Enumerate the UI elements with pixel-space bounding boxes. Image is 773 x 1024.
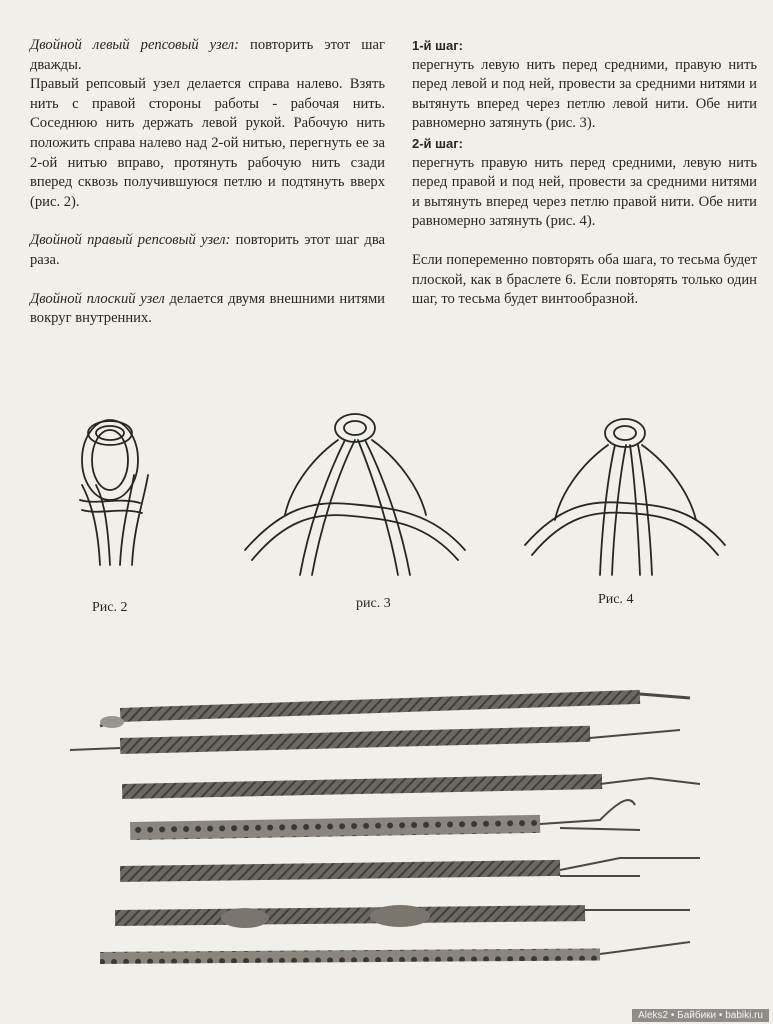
- bracelet-3: [122, 774, 700, 799]
- right-column: [412, 36, 757, 310]
- figure-4-caption: Рис. 4: [598, 592, 634, 607]
- step2-title: 2-й шаг:: [412, 135, 463, 151]
- double-left-knot-label: Двойной левый репсовый узел:: [30, 37, 239, 53]
- bracelet-4: [130, 800, 640, 840]
- bracelet-7: [100, 942, 690, 964]
- step1-title: 1-й шаг:: [412, 38, 463, 53]
- figure-2-caption: Рис. 2: [92, 600, 128, 615]
- figure-2-knot-illustration: [60, 405, 170, 575]
- double-right-knot-label: Двойной правый репсовый узел:: [30, 232, 231, 249]
- figure-3-caption: рис. 3: [356, 596, 391, 611]
- figure-4-knot-illustration: [520, 405, 730, 580]
- bracelet-6: [115, 905, 690, 928]
- step1-text: перегнуть левую нить перед средними, правую нить перед левой и под ней, провести за средними нитями и вытянуть вперед через петлю левой нити. Обе нити равномерно затянуть (рис. 3).: [412, 56, 757, 132]
- paragraph-double-right-knot: [30, 231, 385, 270]
- bracelet-1: [100, 690, 690, 728]
- bracelet-5: [120, 858, 700, 882]
- flat-knot-label: Двойной плоский узел: [30, 290, 165, 307]
- double-left-knot-text: повторить этот шаг дважды.: [30, 37, 385, 73]
- watermark: Aleks2 • Байбики • babiki.ru: [632, 1009, 769, 1022]
- paragraph-right-knot: Правый репсовый узел делается справа налево. Взять нить с правой стороны работы - рабочая нить. Соседнюю нить держать левой рукой. Рабочую нить положить справа налево над 2-ой нитью, перегнуть ее за 2-ой нитью вправо, протянуть рабочую нить сзади вперед сквозь получившуюся петлю и подтянуть вверх (рис. 2).: [30, 76, 385, 210]
- step2-text: перегнуть правую нить перед средними, левую нить перед правой и под ней, провести за средними нитями и вытянуть вперед через петлю правой нити. Обе нити равномерно затянуть (рис. 4).: [412, 154, 757, 230]
- figure-3-knot-illustration: [240, 400, 470, 580]
- paragraph-double-left-knot: [30, 36, 385, 75]
- flat-knot-text: делается двумя внешними нитями вокруг внутренних.: [30, 290, 385, 327]
- final-paragraph: Если попеременно повторять оба шага, то тесьма будет плоской, как в браслете 6. Если повторять только один шаг, то тесьма будет винтообразной.: [412, 251, 757, 308]
- bracelets-photo: [0, 680, 773, 980]
- paragraph-flat-knot: [30, 290, 385, 329]
- bracelet-2: [70, 726, 680, 754]
- double-right-knot-text: повторить этот шаг два раза.: [30, 232, 385, 268]
- left-column: [30, 36, 385, 329]
